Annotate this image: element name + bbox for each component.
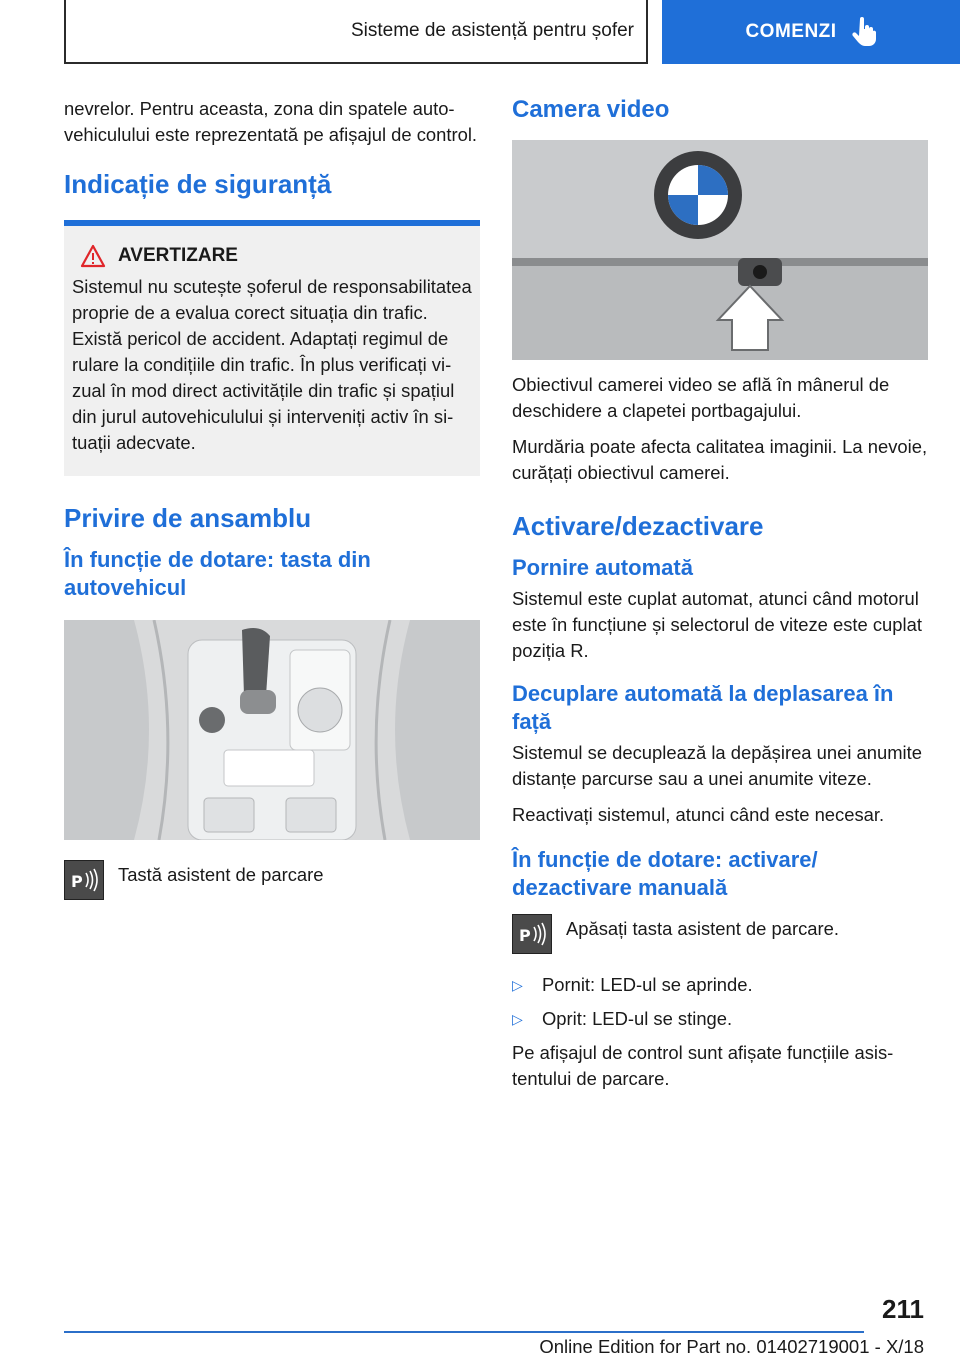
safety-heading: Indicație de siguranță [64,169,332,199]
manual-icon-text: Apăsați tasta asistent de parcare. [566,918,839,939]
auto-off-heading: Decuplare automată la deplasarea în față [512,681,894,734]
auto-on-heading: Pornire automată [512,555,693,580]
page-number: 211 [882,1294,924,1324]
footer-edition: Online Edition for Part no. 01402719001 - X/18 [539,1336,924,1357]
bullet-text: Oprit: LED-ul se stinge. [542,1008,733,1029]
center-console-image [64,620,480,840]
manual-heading: În funcție de dotare: activare/ dezactivare manuală [512,847,818,900]
camera-text-1: Obiectivul camerei video se află în mânerul de deschidere a clapetei portbagajului. [512,374,890,421]
park-assist-icon [64,860,104,900]
section-title-bar [64,0,648,64]
camera-text-2: Murdăria poate afecta calitatea imaginii. La nevoie, curățați obiectivul camerei. [512,436,928,483]
warning-box [64,220,480,476]
warning-title [80,244,472,268]
footer-divider [64,1331,864,1333]
bullet-item [512,972,928,998]
warning-triangle-icon [80,244,106,268]
rear-camera-illustration [512,140,928,360]
activation-heading: Activare/dezactivare [512,511,764,541]
center-console-illustration [64,620,480,840]
triangle-bullet-icon: ▷ [512,977,523,993]
chapter-tab[interactable] [662,0,960,64]
camera-heading: Camera video [512,96,670,123]
overview-heading: Privire de ansamblu [64,503,312,533]
bullet-text: Pornit: LED-ul se aprinde. [542,974,753,995]
svg-text:P: P [71,872,83,891]
equipment-heading: În funcție de dotare: tasta din autovehicul [64,547,371,600]
auto-off-text: Sistemul se decuplează la depășirea unei anumite distanțe parcurse sau a unei anumite viteze. [512,742,922,789]
svg-text:P: P [519,926,531,945]
chapter-label: COMENZI [745,21,837,42]
left-column [64,96,480,900]
manual-key-row [512,914,928,954]
park-assist-caption: Tastă asistent de parcare [118,864,324,885]
section-title: Sisteme de asistență pentru șofer [350,20,634,41]
right-column [512,96,928,1102]
intro-text: nevrelor. Pentru aceasta, zona din spatele autovehiculului este reprezentată pe afișajul de control. [64,98,478,145]
park-assist-key-row [64,860,480,900]
auto-on-text: Sistemul este cuplat automat, atunci când motorul este în funcțiune și selectorul de viteze este cuplat poziția R. [512,588,922,661]
warning-text: Sistemul nu scutește șoferul de responsabilitatea proprie de a evalua corect situația din trafic. Există pericol de accident. Adaptați regimul de rulare la condițiile din trafic. În plus verificați vizual în mod direct activitățile din trafic și spațiul din jurul autovehiculului și interveniți activ în situații adecvate. [72,276,472,453]
warning-label: AVERTIZARE [118,245,238,266]
closing-text: Pe afișajul de control sunt afișate funcțiile asistentului de parcare. [512,1042,894,1089]
bullet-item [512,1006,928,1032]
hand-pointer-icon [851,17,877,47]
park-assist-icon [512,914,552,954]
triangle-bullet-icon: ▷ [512,1011,523,1027]
reactivate-text: Reactivați sistemul, atunci când este necesar. [512,804,885,825]
rear-camera-image [512,140,928,360]
